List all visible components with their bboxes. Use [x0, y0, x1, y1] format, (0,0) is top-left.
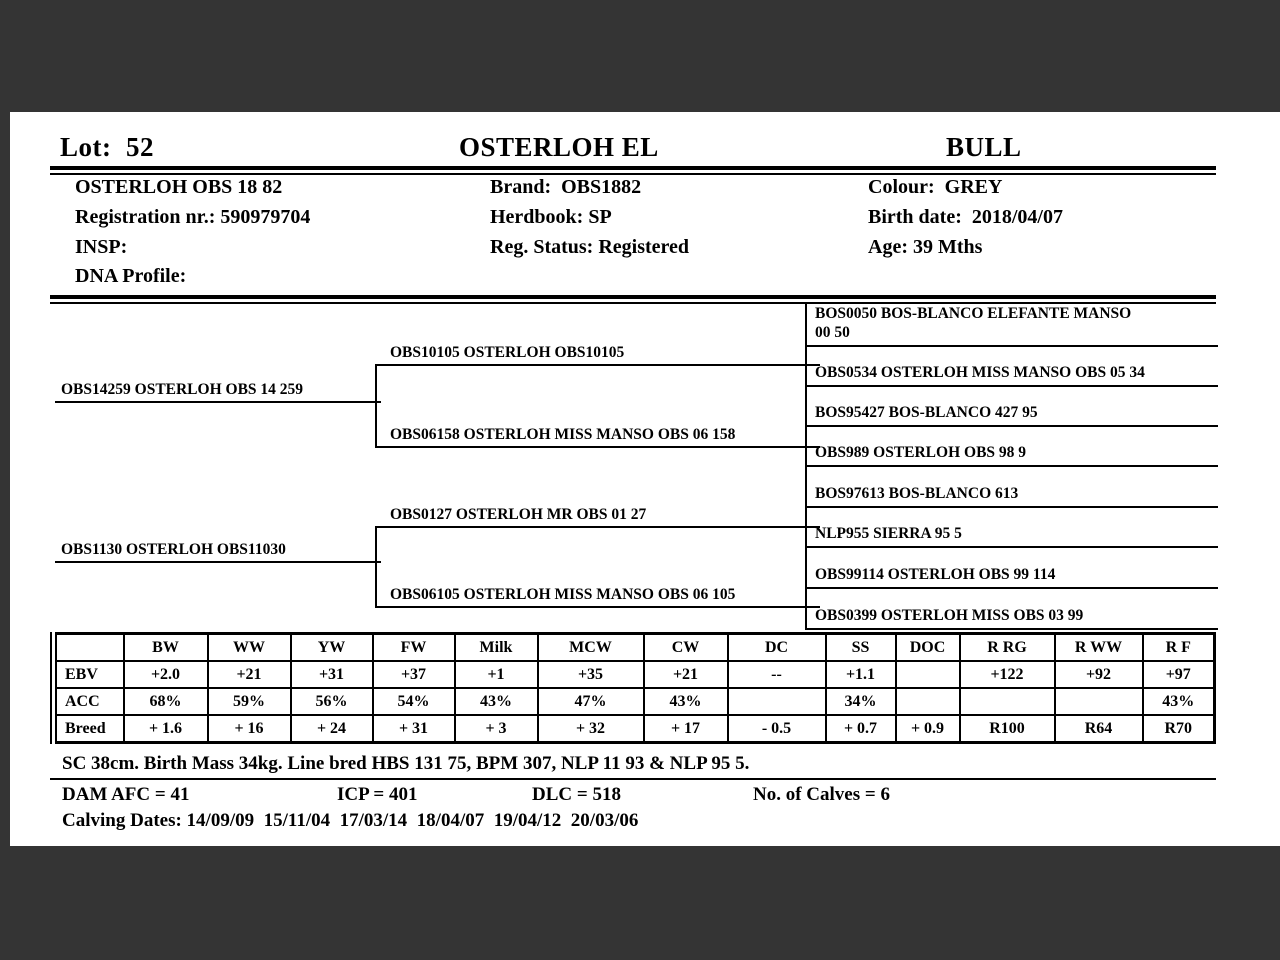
ebv-cell: + 24	[291, 715, 373, 743]
ebv-cell: 56%	[291, 688, 373, 715]
ebv-cell: +31	[291, 661, 373, 688]
pedigree-gen2-entry: OBS0127 OSTERLOH MR OBS 01 27	[375, 506, 820, 528]
ebv-table	[50, 632, 1216, 744]
ebv-cell: R70	[1143, 715, 1215, 743]
pedigree-sire: OBS14259 OSTERLOH OBS 14 259	[55, 381, 381, 403]
birth-date-field: Birth date: 2018/04/07	[868, 206, 1063, 228]
colour-field: Colour: GREY	[868, 176, 1003, 198]
ebv-cell: + 0.7	[826, 715, 896, 743]
ebv-col-header	[54, 634, 124, 662]
ebv-cell	[896, 661, 960, 688]
pedigree-gen2-entry: OBS06105 OSTERLOH MISS MANSO OBS 06 105	[375, 586, 820, 608]
ebv-cell	[1055, 688, 1143, 715]
ebv-cell: 47%	[538, 688, 644, 715]
ebv-col-header: R RG	[960, 634, 1055, 662]
pedigree-gen3-entry: BOS0050 BOS-BLANCO ELEFANTE MANSO 00 50	[807, 304, 1218, 347]
ebv-col-header: FW	[373, 634, 455, 662]
ebv-col-header: R F	[1143, 634, 1215, 662]
pedigree-gen3-entry: OBS0534 OSTERLOH MISS MANSO OBS 05 34	[807, 347, 1218, 387]
animal-full-name: OSTERLOH OBS 18 82	[75, 176, 283, 198]
ebv-cell: 34%	[826, 688, 896, 715]
catalog-page	[10, 112, 1280, 846]
ebv-cell: R64	[1055, 715, 1143, 743]
ebv-col-header: SS	[826, 634, 896, 662]
pedigree-gen2-entry: OBS10105 OSTERLOH OBS10105	[375, 344, 820, 366]
ebv-cell: + 0.9	[896, 715, 960, 743]
notes-divider-line	[50, 778, 1216, 780]
ebv-cell: 43%	[455, 688, 538, 715]
pedigree-connector-line	[375, 527, 377, 608]
dam-afc: DAM AFC = 41	[62, 784, 190, 805]
ebv-cell: 54%	[373, 688, 455, 715]
pedigree-gen3-entry: NLP955 SIERRA 95 5	[807, 508, 1218, 548]
ebv-cell: +122	[960, 661, 1055, 688]
ebv-row	[54, 661, 1215, 688]
pedigree-gen3-entry: BOS97613 BOS-BLANCO 613	[807, 467, 1218, 508]
pedigree-gen3-column	[805, 304, 1218, 630]
ebv-col-header: CW	[644, 634, 728, 662]
pedigree-gen3-entry: OBS989 OSTERLOH OBS 98 9	[807, 427, 1218, 467]
ebv-col-header: DOC	[896, 634, 960, 662]
insp-field: INSP:	[75, 236, 128, 258]
ebv-table-header-row	[54, 634, 1215, 662]
header-double-rule	[50, 166, 1216, 175]
ebv-cell: + 17	[644, 715, 728, 743]
ebv-row-label: Breed	[54, 715, 124, 743]
info-double-rule	[50, 295, 1216, 304]
acc-row	[54, 688, 1215, 715]
dna-profile-field: DNA Profile:	[75, 265, 187, 287]
ebv-cell: +2.0	[124, 661, 208, 688]
ebv-cell: 68%	[124, 688, 208, 715]
no-of-calves: No. of Calves = 6	[753, 784, 890, 805]
ebv-cell: + 31	[373, 715, 455, 743]
ebv-cell: +1.1	[826, 661, 896, 688]
ebv-cell: - 0.5	[728, 715, 826, 743]
ebv-cell: +37	[373, 661, 455, 688]
ebv-cell: R100	[960, 715, 1055, 743]
ebv-cell: 59%	[208, 688, 291, 715]
lot-number: Lot: 52	[60, 132, 154, 162]
ebv-cell: + 16	[208, 715, 291, 743]
ebv-cell: +35	[538, 661, 644, 688]
reg-status-field: Reg. Status: Registered	[490, 236, 690, 258]
ebv-col-header: YW	[291, 634, 373, 662]
dlc-value: DLC = 518	[532, 784, 621, 805]
pedigree-connector-line	[375, 365, 377, 448]
ebv-col-header: BW	[124, 634, 208, 662]
ebv-cell	[960, 688, 1055, 715]
ebv-cell	[728, 688, 826, 715]
ebv-cell: +97	[1143, 661, 1215, 688]
ebv-cell: +21	[208, 661, 291, 688]
herdbook-field: Herdbook: SP	[490, 206, 612, 228]
breed-row	[54, 715, 1215, 743]
registration-number: Registration nr.: 590979704	[75, 206, 311, 228]
ebv-col-header: R WW	[1055, 634, 1143, 662]
ebv-cell: + 1.6	[124, 715, 208, 743]
pedigree-gen3-entry: BOS95427 BOS-BLANCO 427 95	[807, 387, 1218, 427]
ebv-col-header: Milk	[455, 634, 538, 662]
ebv-col-header: MCW	[538, 634, 644, 662]
ebv-cell: +92	[1055, 661, 1143, 688]
pedigree-gen3-entry: OBS99114 OSTERLOH OBS 99 114	[807, 548, 1218, 589]
ebv-cell: + 32	[538, 715, 644, 743]
pedigree-gen2-entry: OBS06158 OSTERLOH MISS MANSO OBS 06 158	[375, 426, 820, 448]
ebv-cell: --	[728, 661, 826, 688]
animal-name-title: OSTERLOH EL	[459, 132, 659, 162]
calving-dates: Calving Dates: 14/09/09 15/11/04 17/03/14 18/04/07 19/04/12 20/03/06	[62, 810, 639, 831]
ebv-row-label: EBV	[54, 661, 124, 688]
ebv-col-header: WW	[208, 634, 291, 662]
sex-title: BULL	[946, 132, 1022, 162]
ebv-cell: 43%	[644, 688, 728, 715]
ebv-cell: +1	[455, 661, 538, 688]
age-field: Age: 39 Mths	[868, 236, 983, 258]
ebv-cell: + 3	[455, 715, 538, 743]
pedigree-dam: OBS1130 OSTERLOH OBS11030	[55, 541, 381, 563]
brand-field: Brand: OBS1882	[490, 176, 642, 198]
ebv-cell: +21	[644, 661, 728, 688]
ebv-cell	[896, 688, 960, 715]
sc-birth-mass-note: SC 38cm. Birth Mass 34kg. Line bred HBS 131 75, BPM 307, NLP 11 93 & NLP 95 5.	[62, 753, 750, 774]
icp-value: ICP = 401	[337, 784, 418, 805]
ebv-row-label: ACC	[54, 688, 124, 715]
pedigree-gen3-entry: OBS0399 OSTERLOH MISS OBS 03 99	[807, 589, 1218, 630]
ebv-cell: 43%	[1143, 688, 1215, 715]
ebv-col-header: DC	[728, 634, 826, 662]
